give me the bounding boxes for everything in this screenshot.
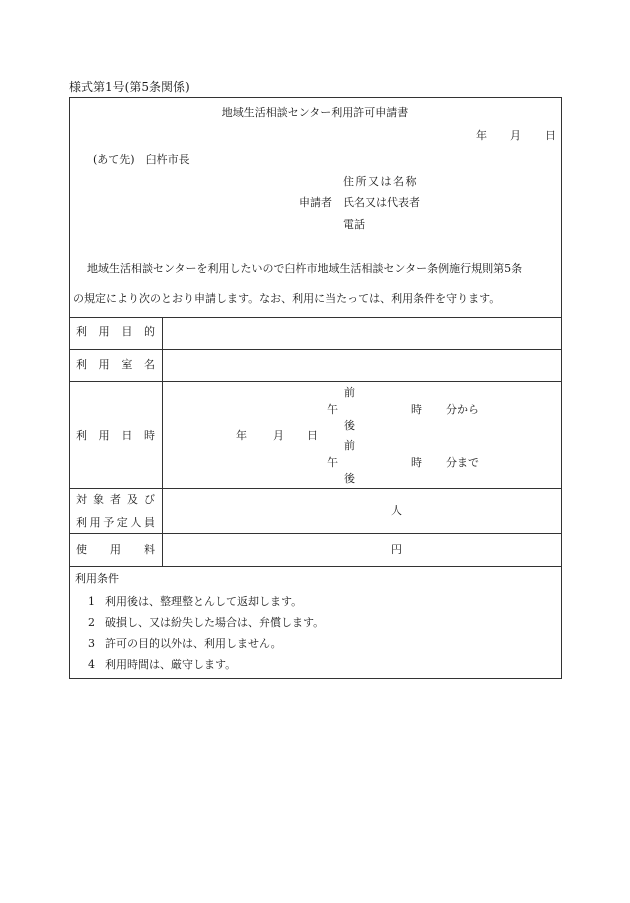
date-month: 月: [510, 129, 521, 142]
purpose-field[interactable]: [163, 318, 561, 348]
dt-end-pm: 後: [344, 472, 355, 485]
addressee: (あて先) 臼杵市長: [93, 153, 190, 166]
label-datetime: 利 用 日 時: [76, 429, 155, 442]
applicant-phone-label: 電話: [343, 218, 365, 231]
form-number: 様式第1号(第5条関係): [69, 80, 190, 94]
condition-text: 利用後は、整理整とんして返却します。: [105, 595, 303, 608]
label-purpose: 利 用 目 的: [76, 325, 155, 338]
dt-end-minute: 分まで: [446, 456, 479, 469]
label-fee: 使 用 料: [76, 543, 155, 556]
applicant-address-label: 住所又は名称: [343, 175, 418, 188]
dt-end-noon: 午: [327, 456, 338, 469]
datetime-field[interactable]: [163, 382, 561, 487]
condition-num: 4: [88, 658, 95, 671]
dt-start-hour: 時: [411, 403, 422, 416]
fee-unit: 円: [391, 543, 402, 556]
dt-end-hour: 時: [411, 456, 422, 469]
dt-year: 年: [236, 429, 247, 442]
form-title: 地域生活相談センター利用許可申請書: [221, 106, 409, 119]
persons-unit: 人: [391, 504, 402, 517]
dt-start-noon: 午: [327, 403, 338, 416]
room-field[interactable]: [163, 350, 561, 380]
dt-start-am: 前: [344, 386, 355, 399]
dt-end-am: 前: [344, 439, 355, 452]
dt-day: 日: [307, 429, 318, 442]
label-persons-line2: 利 用 予 定 人 員: [76, 516, 155, 529]
condition-num: 2: [88, 616, 95, 629]
applicant-label: 申請者: [299, 196, 332, 209]
condition-text: 破損し、又は紛失した場合は、弁償します。: [105, 616, 325, 629]
label-room: 利 用 室 名: [76, 358, 155, 371]
dt-month: 月: [273, 429, 284, 442]
date-year: 年: [476, 129, 487, 142]
dt-start-minute: 分から: [446, 403, 479, 416]
label-persons-line1: 対 象 者 及 び: [76, 493, 155, 506]
fee-field[interactable]: [163, 534, 561, 565]
applicant-name-label: 氏名又は代表者: [343, 196, 420, 209]
date-day: 日: [545, 129, 556, 142]
condition-num: 3: [88, 637, 95, 650]
condition-text: 利用時間は、厳守します。: [105, 658, 237, 671]
body-text-line1: 地域生活相談センターを利用したいので臼杵市地域生活相談センター条例施行規則第5条: [87, 262, 523, 275]
body-text-line2: の規定により次のとおり申請します。なお、利用に当たっては、利用条件を守ります。: [73, 292, 501, 305]
persons-field[interactable]: [163, 489, 561, 532]
row-divider: [69, 566, 562, 567]
condition-num: 1: [88, 595, 95, 608]
condition-text: 許可の目的以外は、利用しません。: [105, 637, 282, 650]
conditions-heading: 利用条件: [75, 572, 119, 585]
dt-start-pm: 後: [344, 419, 355, 432]
